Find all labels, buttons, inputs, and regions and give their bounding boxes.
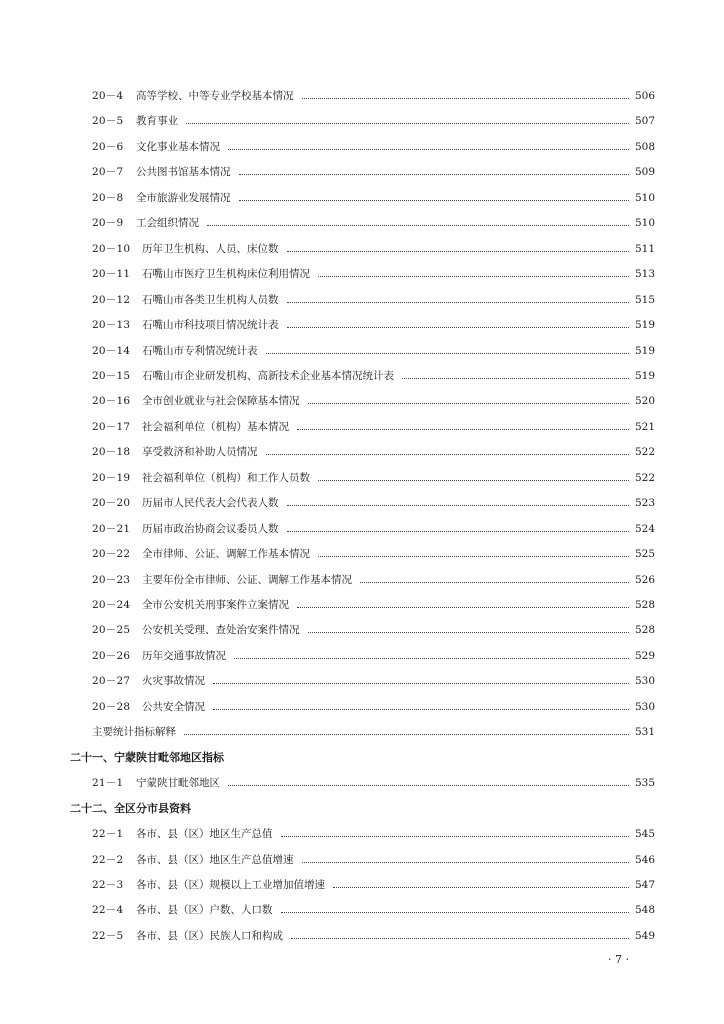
entry-number: 20－23 bbox=[92, 573, 131, 586]
entry-number: 22－2 bbox=[92, 853, 124, 866]
entry-number: 20－9 bbox=[92, 217, 124, 230]
dot-leader bbox=[318, 555, 629, 557]
entry-number: 20－14 bbox=[92, 344, 131, 357]
toc-entry[interactable] bbox=[92, 671, 655, 691]
entry-number: 20－8 bbox=[92, 191, 124, 204]
entry-title: 各市、县（区）户数、人口数 bbox=[136, 904, 273, 917]
entry-number: 20－10 bbox=[92, 242, 131, 255]
entry-number: 22－1 bbox=[92, 828, 124, 841]
entry-title: 文化事业基本情况 bbox=[136, 140, 220, 153]
toc-entry[interactable] bbox=[92, 773, 655, 793]
entry-title: 全市公安机关刑事案件立案情况 bbox=[142, 599, 289, 611]
entry-number: 20－12 bbox=[92, 293, 131, 306]
toc-entry[interactable] bbox=[92, 442, 655, 462]
entry-page: 519 bbox=[635, 344, 656, 357]
entry-page: 522 bbox=[635, 446, 656, 459]
entry-title: 石嘴山市各类卫生机构人员数 bbox=[142, 293, 279, 306]
entry-page: 506 bbox=[635, 90, 656, 102]
dot-leader bbox=[318, 479, 629, 481]
dot-leader bbox=[281, 835, 630, 837]
entry-page: 513 bbox=[635, 268, 656, 281]
toc-entry[interactable] bbox=[92, 86, 655, 106]
entry-title: 教育事业 bbox=[136, 115, 178, 128]
toc-entry[interactable] bbox=[92, 875, 655, 895]
entry-page: 523 bbox=[635, 497, 656, 510]
dot-leader bbox=[287, 250, 630, 252]
dot-leader bbox=[287, 530, 630, 532]
entry-title: 各市、县（区）规模以上工业增加值增速 bbox=[136, 878, 325, 891]
toc-entry[interactable] bbox=[92, 391, 655, 411]
entry-page: 530 bbox=[635, 675, 656, 688]
toc-entry[interactable] bbox=[92, 519, 655, 539]
dot-leader bbox=[213, 682, 629, 684]
entry-page: 528 bbox=[635, 599, 656, 611]
toc-entry[interactable] bbox=[92, 646, 655, 666]
dot-leader bbox=[213, 708, 629, 710]
dot-leader bbox=[318, 275, 629, 277]
entry-number: 20－15 bbox=[92, 369, 131, 382]
entry-title: 火灾事故情况 bbox=[142, 675, 205, 688]
toc-entry[interactable] bbox=[92, 366, 655, 386]
entry-page: 546 bbox=[635, 853, 656, 866]
toc-entry[interactable] bbox=[92, 315, 655, 335]
entry-number: 22－5 bbox=[92, 929, 124, 942]
dot-leader bbox=[266, 453, 630, 455]
entry-number: 20－19 bbox=[92, 471, 131, 484]
entry-title: 工会组织情况 bbox=[136, 217, 199, 230]
toc-entry[interactable] bbox=[92, 493, 655, 513]
entry-page: 520 bbox=[635, 395, 656, 408]
entry-page: 510 bbox=[635, 191, 656, 204]
entry-number: 20－21 bbox=[92, 522, 131, 535]
entry-number: 20－26 bbox=[92, 649, 131, 662]
entry-number: 20－13 bbox=[92, 319, 131, 332]
entry-number: 20－24 bbox=[92, 599, 131, 611]
entry-number: 20－17 bbox=[92, 420, 131, 433]
entry-title: 全市律师、公证、调解工作基本情况 bbox=[142, 548, 310, 561]
entry-page: 519 bbox=[635, 369, 656, 382]
entry-page: 531 bbox=[635, 726, 656, 739]
entry-title: 宁蒙陕甘毗邻地区 bbox=[136, 777, 220, 790]
entry-title: 高等学校、中等专业学校基本情况 bbox=[136, 90, 294, 102]
entry-page: 530 bbox=[635, 700, 656, 713]
toc-entry[interactable] bbox=[92, 620, 655, 640]
entry-title: 主要统计指标解释 bbox=[92, 726, 176, 739]
entry-title: 享受救济和补助人员情况 bbox=[142, 446, 258, 459]
entry-title: 历届市政治协商会议委员人数 bbox=[142, 522, 279, 535]
entry-title: 全市创业就业与社会保障基本情况 bbox=[142, 395, 300, 408]
dot-leader bbox=[302, 861, 630, 863]
entry-number: 20－22 bbox=[92, 548, 131, 561]
entry-page: 548 bbox=[635, 904, 656, 917]
entry-title: 主要年份全市律师、公证、调解工作基本情况 bbox=[142, 573, 352, 586]
entry-title: 石嘴山市医疗卫生机构床位利用情况 bbox=[142, 268, 310, 281]
toc-entry[interactable] bbox=[92, 697, 655, 717]
toc-entry[interactable] bbox=[92, 137, 655, 157]
toc-entry[interactable] bbox=[92, 111, 655, 131]
entry-page: 521 bbox=[635, 420, 656, 433]
toc-entry[interactable] bbox=[92, 239, 655, 259]
toc-entry[interactable] bbox=[92, 417, 655, 437]
page-number: · 7 · bbox=[608, 953, 629, 966]
entry-page: 545 bbox=[635, 828, 656, 841]
entry-page: 507 bbox=[635, 115, 656, 128]
entry-page: 525 bbox=[635, 548, 656, 561]
entry-title: 公安机关受理、查处治安案件情况 bbox=[142, 624, 300, 637]
dot-leader bbox=[291, 937, 629, 939]
entry-number: 20－18 bbox=[92, 446, 131, 459]
entry-page: 547 bbox=[635, 878, 656, 891]
entry-page: 549 bbox=[635, 929, 656, 942]
entry-title: 石嘴山市专利情况统计表 bbox=[142, 344, 258, 357]
entry-number: 22－4 bbox=[92, 904, 124, 917]
entry-title: 全市旅游业发展情况 bbox=[136, 191, 231, 204]
entry-title: 石嘴山市科技项目情况统计表 bbox=[142, 319, 279, 332]
entry-number: 20－4 bbox=[92, 90, 124, 102]
dot-leader bbox=[234, 657, 629, 659]
toc-entry[interactable] bbox=[92, 188, 655, 208]
entry-page: 511 bbox=[635, 242, 656, 255]
toc-entry[interactable] bbox=[92, 595, 655, 615]
entry-number: 22－3 bbox=[92, 878, 124, 891]
entry-number: 20－28 bbox=[92, 700, 131, 713]
toc-entry[interactable] bbox=[92, 290, 655, 310]
dot-leader bbox=[184, 733, 629, 735]
dot-leader bbox=[308, 631, 630, 633]
entry-page: 519 bbox=[635, 319, 656, 332]
dot-leader bbox=[333, 886, 629, 888]
entry-title: 石嘴山市企业研发机构、高新技术企业基本情况统计表 bbox=[142, 369, 394, 382]
entry-title: 历年卫生机构、人员、床位数 bbox=[142, 242, 279, 255]
toc-entry[interactable] bbox=[92, 264, 655, 284]
entry-number: 20－27 bbox=[92, 675, 131, 688]
dot-leader bbox=[360, 581, 629, 583]
toc-entry[interactable] bbox=[92, 468, 655, 488]
entry-number: 20－7 bbox=[92, 166, 124, 179]
entry-title: 各市、县（区）民族人口和构成 bbox=[136, 929, 283, 942]
entry-page: 522 bbox=[635, 471, 656, 484]
entry-number: 21－1 bbox=[92, 777, 124, 790]
entry-page: 510 bbox=[635, 217, 656, 230]
toc-entry[interactable] bbox=[92, 824, 655, 844]
dot-leader bbox=[287, 326, 630, 328]
dot-leader bbox=[228, 148, 629, 150]
entry-title: 社会福利单位（机构）和工作人员数 bbox=[142, 471, 310, 484]
entry-number: 20－11 bbox=[92, 268, 131, 281]
entry-title: 社会福利单位（机构）基本情况 bbox=[142, 420, 289, 433]
entry-title: 各市、县（区）地区生产总值增速 bbox=[136, 853, 294, 866]
entry-title: 历届市人民代表大会代表人数 bbox=[142, 497, 279, 510]
dot-leader bbox=[281, 911, 630, 913]
dot-leader bbox=[287, 504, 630, 506]
entry-page: 515 bbox=[635, 293, 656, 306]
entry-title: 公共图书馆基本情况 bbox=[136, 166, 231, 179]
toc-entry[interactable] bbox=[92, 926, 655, 946]
toc-entry[interactable] bbox=[92, 850, 655, 870]
entry-page: 524 bbox=[635, 522, 656, 535]
dot-leader bbox=[207, 224, 629, 226]
entry-title: 公共安全情况 bbox=[142, 700, 205, 713]
entry-number: 20－25 bbox=[92, 624, 131, 637]
dot-leader bbox=[239, 199, 630, 201]
entry-number: 20－5 bbox=[92, 115, 124, 128]
dot-leader bbox=[297, 428, 629, 430]
dot-leader bbox=[266, 352, 630, 354]
entry-page: 509 bbox=[635, 166, 656, 179]
entry-number: 20－20 bbox=[92, 497, 131, 510]
toc-entry[interactable] bbox=[92, 544, 655, 564]
dot-leader bbox=[402, 377, 629, 379]
dot-leader bbox=[287, 301, 630, 303]
section-heading: 二十一、宁蒙陕甘毗邻地区指标 bbox=[70, 750, 224, 764]
entry-title: 历年交通事故情况 bbox=[142, 649, 226, 662]
toc-entry[interactable] bbox=[92, 570, 655, 590]
entry-page: 529 bbox=[635, 649, 656, 662]
dot-leader bbox=[228, 784, 629, 786]
toc-entry[interactable] bbox=[92, 341, 655, 361]
entry-page: 528 bbox=[635, 624, 656, 637]
entry-page: 508 bbox=[635, 140, 656, 153]
dot-leader bbox=[308, 402, 630, 404]
dot-leader bbox=[297, 606, 629, 608]
entry-number: 20－16 bbox=[92, 395, 131, 408]
entry-page: 526 bbox=[635, 573, 656, 586]
entry-title: 各市、县（区）地区生产总值 bbox=[136, 828, 273, 841]
dot-leader bbox=[186, 122, 629, 124]
toc-entry[interactable] bbox=[92, 722, 655, 742]
entry-page: 535 bbox=[635, 777, 656, 790]
dot-leader bbox=[302, 97, 630, 99]
section-heading: 二十二、全区分市县资料 bbox=[70, 801, 191, 815]
toc-entry[interactable] bbox=[92, 162, 655, 182]
dot-leader bbox=[239, 173, 630, 175]
toc-entry[interactable] bbox=[92, 213, 655, 233]
entry-number: 20－6 bbox=[92, 140, 124, 153]
toc-entry[interactable] bbox=[92, 900, 655, 920]
